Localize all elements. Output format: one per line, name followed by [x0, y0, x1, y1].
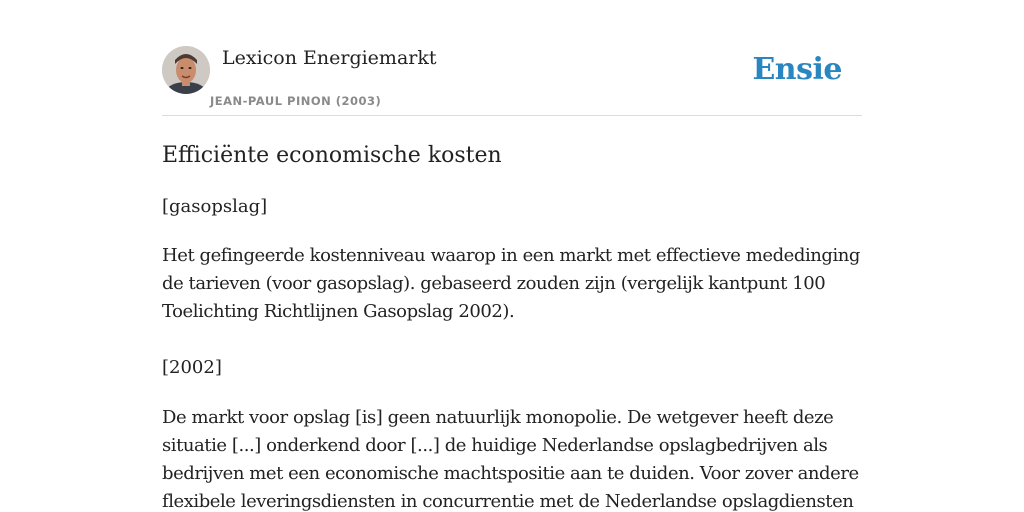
author-avatar[interactable] [162, 46, 210, 94]
entry-year: [2002] [162, 357, 222, 378]
header [162, 46, 862, 116]
author-portrait-icon [162, 46, 210, 94]
lexicon-title[interactable]: Lexicon Energiemarkt [222, 47, 437, 69]
author-name[interactable]: JEAN-PAUL PINON (2003) [210, 94, 382, 108]
entry-definition: Het gefingeerde kostenniveau waarop in een markt met effectieve mededinging de tarieven (voor gasopslag). gebaseerd zouden zijn (vergelijk kantpunt 100 Toelichting Richtlijnen Gasopslag 2002). [162, 245, 860, 322]
ensie-logo[interactable]: Ensie [752, 52, 842, 87]
entry-content [162, 142, 862, 512]
entry-title: Efficiënte economische kosten [162, 143, 502, 168]
entry-category: [gasopslag] [162, 196, 268, 217]
entry-body: De markt voor opslag [is] geen natuurlijk monopolie. De wetgever heeft deze situatie [...] onderkend door [...] de huidige Nederlandse opslagbedrijven als bedrijven met een economische machtspositie aan te duiden. Voor zover andere flexibele leveringsdiensten in concurrentie met de Nederlandse opslagdiensten [162, 407, 859, 512]
page [162, 0, 862, 512]
